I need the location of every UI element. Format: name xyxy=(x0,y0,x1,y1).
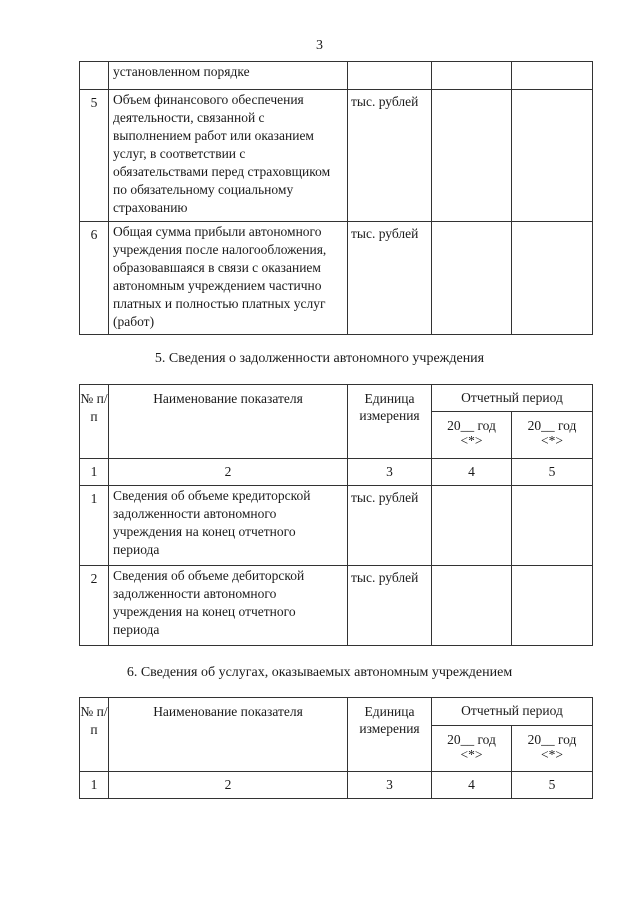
footnote-mark: <*> xyxy=(460,747,483,762)
page-number: 3 xyxy=(316,38,323,53)
value-cell xyxy=(432,62,512,90)
col-header-name: Наименование показателя xyxy=(109,385,348,459)
col-header-year-2 xyxy=(512,412,593,459)
indicator-name: установленном порядке xyxy=(109,62,348,90)
table-row xyxy=(80,222,593,335)
header-row xyxy=(80,698,593,726)
footnote-mark: <*> xyxy=(541,433,563,448)
table-row xyxy=(80,90,593,222)
column-index: 5 xyxy=(512,772,593,799)
indicator-name: Сведения об объеме кредиторской задолженности автономного учреждения на конец отчетного периода xyxy=(109,486,348,566)
col-header-year-1 xyxy=(432,726,512,772)
column-index: 4 xyxy=(432,772,512,799)
unit-cell: тыс. рублей xyxy=(348,222,432,335)
value-cell xyxy=(432,566,512,646)
section-6-title: 6. Сведения об услугах, оказываемых автономным учреждением xyxy=(126,665,513,680)
unit-cell: тыс. рублей xyxy=(348,486,432,566)
row-number: 2 xyxy=(80,566,109,646)
column-index: 5 xyxy=(512,459,593,486)
table-row xyxy=(80,486,593,566)
table-services xyxy=(79,697,593,799)
column-index: 2 xyxy=(109,459,348,486)
row-number xyxy=(80,62,109,90)
table-financial-continuation xyxy=(79,61,593,335)
unit-cell xyxy=(348,62,432,90)
col-header-number: № п/п xyxy=(80,385,109,459)
column-index: 3 xyxy=(348,459,432,486)
unit-cell: тыс. рублей xyxy=(348,90,432,222)
table-row xyxy=(80,566,593,646)
value-cell xyxy=(432,90,512,222)
value-cell xyxy=(432,486,512,566)
col-header-year-1 xyxy=(432,412,512,459)
column-index: 4 xyxy=(432,459,512,486)
year-label: 20__ год xyxy=(527,418,577,433)
indicator-name: Сведения об объеме дебиторской задолженности автономного учреждения на конец отчетного периода xyxy=(109,566,348,646)
column-index: 1 xyxy=(80,459,109,486)
section-5-title: 5. Сведения о задолженности автономного учреждения xyxy=(154,351,485,366)
column-index: 1 xyxy=(80,772,109,799)
row-number: 5 xyxy=(80,90,109,222)
row-number: 1 xyxy=(80,486,109,566)
col-header-number: № п/п xyxy=(80,698,109,772)
year-label: 20__ год xyxy=(447,732,496,747)
col-header-unit: Единица измерения xyxy=(348,385,432,459)
year-label: 20__ год xyxy=(527,732,577,747)
column-index: 2 xyxy=(109,772,348,799)
column-index: 3 xyxy=(348,772,432,799)
header-row xyxy=(80,385,593,412)
indicator-name: Объем финансового обеспечения деятельности, связанной с выполнением работ или оказанием услуг, в соответствии с обязательствами перед страховщиком по обязательному социальному страхованию xyxy=(109,90,348,222)
index-row xyxy=(80,459,593,486)
year-label: 20__ год xyxy=(447,418,496,433)
col-header-period: Отчетный период xyxy=(432,385,593,412)
value-cell xyxy=(512,222,593,335)
indicator-name: Общая сумма прибыли автономного учреждения после налогообложения, образовавшаяся в связи с оказанием автономным учреждением частично платных и полностью платных услуг (работ) xyxy=(109,222,348,335)
index-row xyxy=(80,772,593,799)
table-row xyxy=(80,62,593,90)
value-cell xyxy=(512,486,593,566)
table-debt xyxy=(79,384,593,646)
col-header-name: Наименование показателя xyxy=(109,698,348,772)
col-header-period: Отчетный период xyxy=(432,698,593,726)
value-cell xyxy=(512,90,593,222)
unit-cell: тыс. рублей xyxy=(348,566,432,646)
value-cell xyxy=(512,566,593,646)
footnote-mark: <*> xyxy=(541,747,563,762)
col-header-unit: Единица измерения xyxy=(348,698,432,772)
col-header-year-2 xyxy=(512,726,593,772)
row-number: 6 xyxy=(80,222,109,335)
value-cell xyxy=(512,62,593,90)
footnote-mark: <*> xyxy=(460,433,483,448)
value-cell xyxy=(432,222,512,335)
